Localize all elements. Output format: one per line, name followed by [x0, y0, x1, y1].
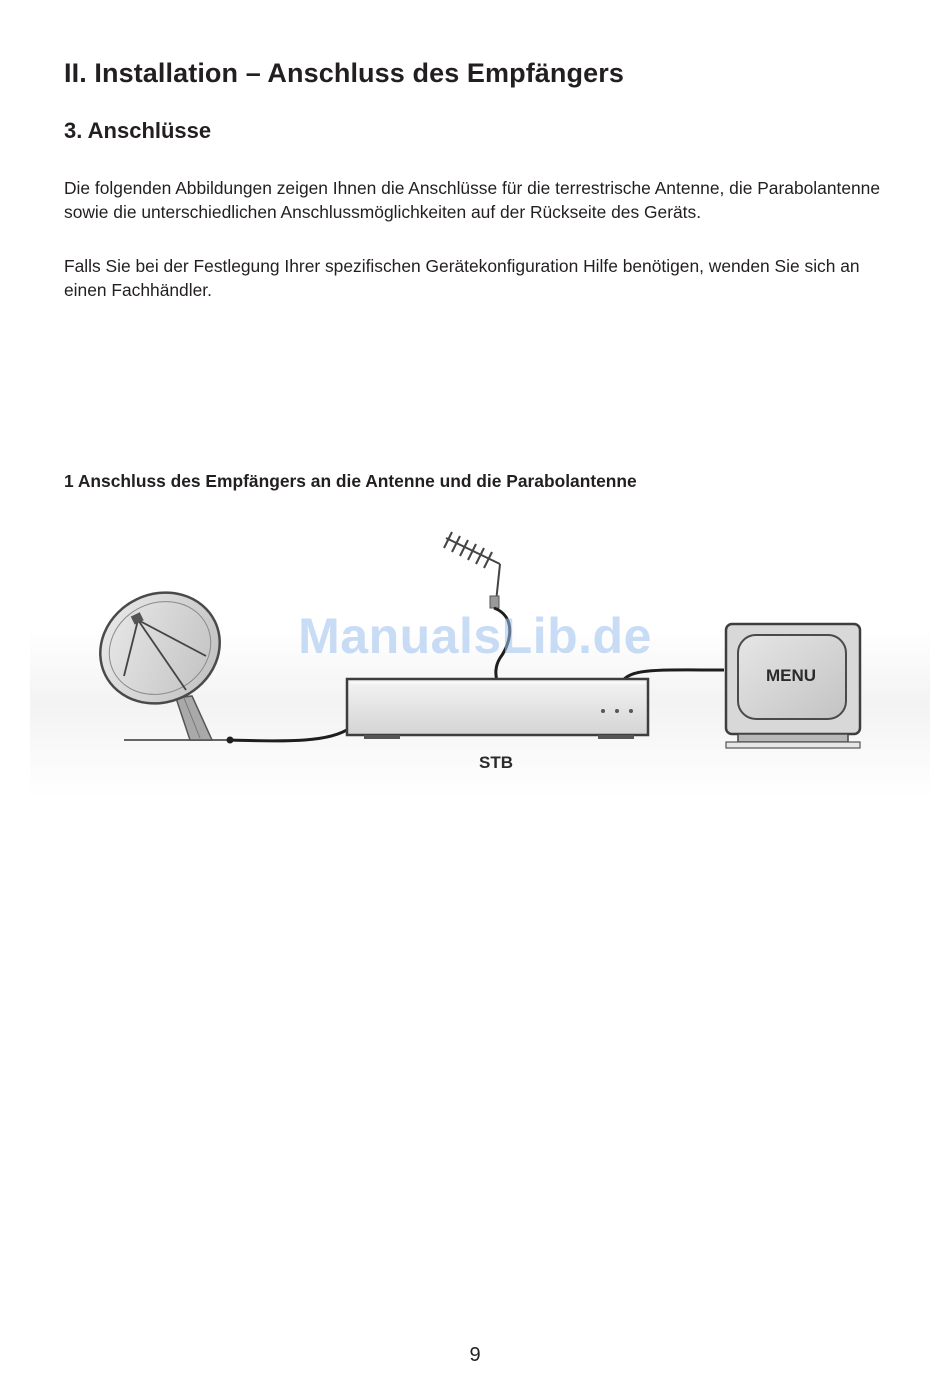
- connection-diagram: [0, 520, 950, 810]
- page-title: II. Installation – Anschluss des Empfängers: [64, 58, 624, 88]
- intro-paragraph: Die folgenden Abbildungen zeigen Ihnen die Anschlüsse für die terrestrische Antenne, die Parabolantenne sowie die unterschiedlichen Anschlussmöglichkeiten auf der Rückseite des Geräts.: [64, 178, 881, 222]
- tv-screen-label: MENU: [765, 666, 817, 685]
- section-title: 3. Anschlüsse: [64, 118, 212, 143]
- stb-label: STB: [479, 753, 513, 772]
- watermark-text: ManualsLib.de: [298, 608, 652, 664]
- set-top-box-icon: [347, 679, 648, 739]
- figure-caption: 1 Anschluss des Empfängers an die Antenne und die Parabolantenne: [64, 471, 637, 491]
- terrestrial-antenna-icon: [444, 532, 500, 608]
- page-number: 9: [469, 1344, 481, 1366]
- help-paragraph: Falls Sie bei der Festlegung Ihrer spezifischen Gerätekonfiguration Hilfe benötigen, wenden Sie sich an einen Fachhändler.: [64, 256, 860, 300]
